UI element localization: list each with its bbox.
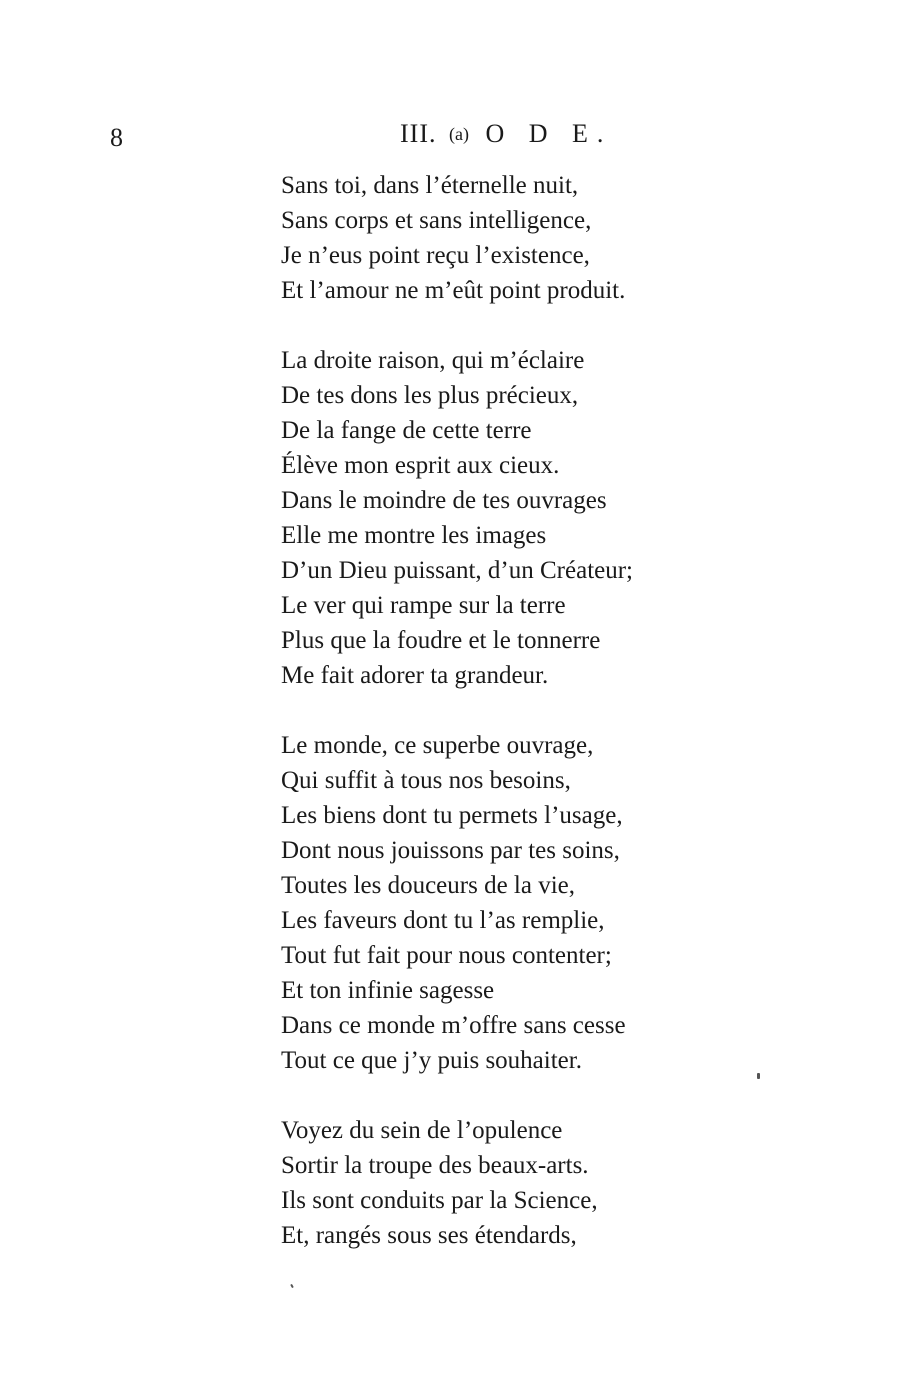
running-head xyxy=(400,118,612,150)
section-numeral: III. xyxy=(400,119,437,148)
note-marker: (a) xyxy=(448,124,469,144)
verse-line: Qui suffit à tous nos besoins, xyxy=(281,767,571,794)
verse-line: Je n’eus point reçu l’existence, xyxy=(281,242,590,269)
verse-line: Sans corps et sans intelligence, xyxy=(281,207,592,234)
verse-line: Tout fut fait pour nous contenter; xyxy=(281,942,612,969)
verse-line: Le ver qui rampe sur la terre xyxy=(281,592,566,619)
stanza-2 xyxy=(281,343,841,693)
verse-line: Sans toi, dans l’éternelle nuit, xyxy=(281,172,579,199)
print-speck xyxy=(757,1073,760,1079)
stanza-4 xyxy=(281,1113,841,1253)
stanza-gap xyxy=(281,308,841,343)
page-number: 8 xyxy=(110,123,123,152)
stanza-3 xyxy=(281,728,841,1078)
verse-line: Me fait adorer ta grandeur. xyxy=(281,662,549,689)
verse-line: Toutes les douceurs de la vie, xyxy=(281,872,575,899)
verse-line: Et ton infinie sagesse xyxy=(281,977,495,1004)
poem-text xyxy=(281,168,841,1253)
verse-line: La droite raison, qui m’éclaire xyxy=(281,347,585,374)
poem-title: O D E. xyxy=(485,119,613,148)
verse-line: Le monde, ce superbe ouvrage, xyxy=(281,732,594,759)
print-speck xyxy=(290,1284,294,1288)
verse-line: Sortir la troupe des beaux-arts. xyxy=(281,1152,589,1179)
stanza-gap xyxy=(281,1078,841,1113)
verse-line: De tes dons les plus précieux, xyxy=(281,382,579,409)
verse-line: Elle me montre les images xyxy=(281,522,547,549)
verse-line: Les biens dont tu permets l’usage, xyxy=(281,802,623,829)
stanza-gap xyxy=(281,693,841,728)
verse-line: Et l’amour ne m’eût point produit. xyxy=(281,277,626,304)
verse-line: Ils sont conduits par la Science, xyxy=(281,1187,598,1214)
stanza-1 xyxy=(281,168,841,308)
verse-line: Plus que la foudre et le tonnerre xyxy=(281,627,601,654)
verse-line: Voyez du sein de l’opulence xyxy=(281,1117,563,1144)
verse-line: Dans le moindre de tes ouvrages xyxy=(281,487,607,514)
verse-line: Les faveurs dont tu l’as remplie, xyxy=(281,907,605,934)
verse-line: Dans ce monde m’offre sans cesse xyxy=(281,1012,626,1039)
verse-line: D’un Dieu puissant, d’un Créateur; xyxy=(281,557,634,584)
verse-line: Tout ce que j’y puis souhaiter. xyxy=(281,1047,582,1074)
verse-line: De la fange de cette terre xyxy=(281,417,532,444)
verse-line: Dont nous jouissons par tes soins, xyxy=(281,837,620,864)
verse-line: Et, rangés sous ses étendards, xyxy=(281,1222,577,1249)
verse-line: Élève mon esprit aux cieux. xyxy=(281,452,560,479)
